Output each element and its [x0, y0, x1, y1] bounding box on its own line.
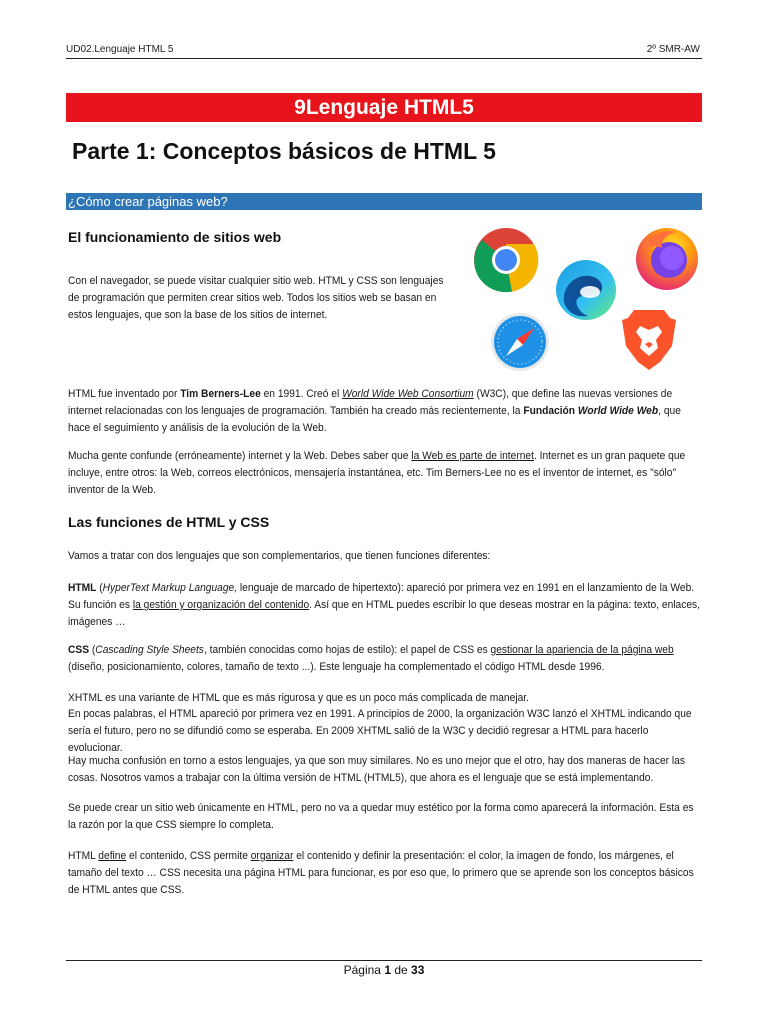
footer-text: Página — [343, 963, 385, 977]
paragraph-css-def — [68, 642, 700, 676]
chrome-icon — [472, 226, 540, 294]
paragraph-web-internet — [68, 448, 700, 499]
text: . Así que en HTML puedes escribir lo que deseas mostrar en la página: texto, enlaces, imágenes … — [68, 599, 701, 628]
text: HTML — [68, 850, 99, 862]
text-italic-link: World Wide Web Consortium — [342, 388, 474, 400]
text-underline: organizar — [250, 850, 294, 862]
text: en 1991. Creó el — [260, 388, 343, 400]
header-doc-title: UD02.Lenguaje HTML 5 — [66, 44, 174, 55]
text-underline: define — [98, 850, 127, 862]
text-underline: gestionar la apariencia de la página web — [490, 644, 674, 656]
text-italic: HyperText Markup Language, — [102, 582, 238, 594]
text-bold: Tim Berners-Lee — [180, 388, 261, 400]
text: lenguaje de marcado de hipertexto): apareció por primera vez en 1991 en el lanzamiento de la Web. Su función es — [68, 582, 695, 611]
paragraph-berners-lee — [68, 386, 700, 437]
text: (diseño, posicionamiento, colores, tamaño de texto ...). Este lenguaje ha complementado el código HTML desde 1996. — [68, 661, 605, 673]
section-heading: ¿Cómo crear páginas web? — [66, 193, 702, 210]
page-number: 1 — [384, 963, 391, 977]
page-footer — [0, 963, 768, 977]
firefox-icon — [632, 222, 702, 292]
text: HTML fue inventado por — [68, 388, 181, 400]
text-underline: la Web es parte de internet — [411, 450, 534, 462]
title-banner: 9Lenguaje HTML5 — [66, 93, 702, 122]
text: , que hace el seguimiento y análisis de la evolución de la Web. — [68, 405, 681, 434]
paragraph-intro: Vamos a tratar con dos lenguajes que son complementarios, que tienen funciones diferentes: — [68, 550, 491, 562]
text-bold: Fundación — [523, 405, 578, 417]
page-total: 33 — [411, 963, 425, 977]
text-italic: Cascading Style Sheets — [95, 644, 204, 656]
part-title: Parte 1: Conceptos básicos de HTML 5 — [72, 138, 496, 164]
safari-icon — [490, 312, 550, 372]
text: (W3C), que define las nuevas versiones de internet relacionadas con los lenguajes de programación. También ha creado más recientemente, la — [68, 388, 673, 417]
text: el contenido, CSS permite — [126, 850, 251, 862]
text: Mucha gente confunde (erróneamente) internet y la Web. Debes saber que — [68, 450, 412, 462]
paragraph-navegador: Con el navegador, se puede visitar cualquier sitio web. HTML y CSS son lenguajes de programación que permiten crear sitios web. Todos los sitios web se basan en estos lenguajes, que son la base de los sitios de internet. — [68, 275, 444, 321]
text: ( — [96, 582, 103, 594]
paragraph-confusion: Hay mucha confusión en torno a estos lenguajes, ya que son muy similares. No es uno mejor que el otro, hay dos maneras de hacer las cosas. Nosotros vamos a trabajar con la última versión de HTML (HTML5), que ahora es el lenguaje que se está implementando. — [68, 755, 685, 784]
footer-text: de — [391, 963, 412, 977]
subheading-funcionamiento: El funcionamiento de sitios web — [68, 229, 282, 245]
text: el contenido y definir la presentación: el color, la imagen de fondo, los márgenes, el tamaño del texto … CSS necesita una página HTML para funcionar, es por eso que, lo primero que se aprende son los conceptos básicos de HTML antes que CSS. — [68, 850, 694, 896]
browser-logos — [464, 220, 706, 380]
brave-icon — [620, 306, 678, 372]
text: , también conocidas como hojas de estilo): el papel de CSS es — [203, 644, 491, 656]
paragraph-html-def — [68, 580, 700, 631]
text-bold: HTML — [68, 582, 97, 594]
paragraph-solo-html: Se puede crear un sitio web únicamente en HTML, pero no va a quedar muy estético por la forma como aparecerá la información. Esta es la razón por la que CSS siempre lo completa. — [68, 802, 694, 831]
header-rule — [66, 58, 702, 59]
text-underline: la gestión y organización del contenido — [132, 599, 310, 611]
subheading-funciones: Las funciones de HTML y CSS — [68, 514, 270, 530]
paragraph-xhtml: XHTML es una variante de HTML que es más rigurosa y que es un poco más complicada de manejar. — [68, 692, 529, 704]
edge-icon — [554, 258, 618, 322]
text: . Internet es un gran paquete que incluye, entre otros: la Web, correos electrónicos, mensajería instantánea, etc. Tim Berners-Lee no es el inventor de internet, es "sólo" inventor de la Web. — [68, 450, 686, 496]
header-course: 2º SMR-AW — [646, 44, 700, 55]
text-bold: CSS — [68, 644, 90, 656]
footer-rule — [66, 960, 702, 961]
text-bold-italic: World Wide Web — [577, 405, 659, 417]
text: ( — [89, 644, 96, 656]
paragraph-history: En pocas palabras, el HTML apareció por primera vez en 1991. A principios de 2000, la organización W3C lanzó el XHTML indicando que sería el futuro, pero no se difundió como se esperaba. En 2009 XHTML salió de la W3C y decidió regresar a HTML para hacerlo evolucionar. — [68, 708, 692, 754]
paragraph-define-organizar — [68, 848, 700, 899]
